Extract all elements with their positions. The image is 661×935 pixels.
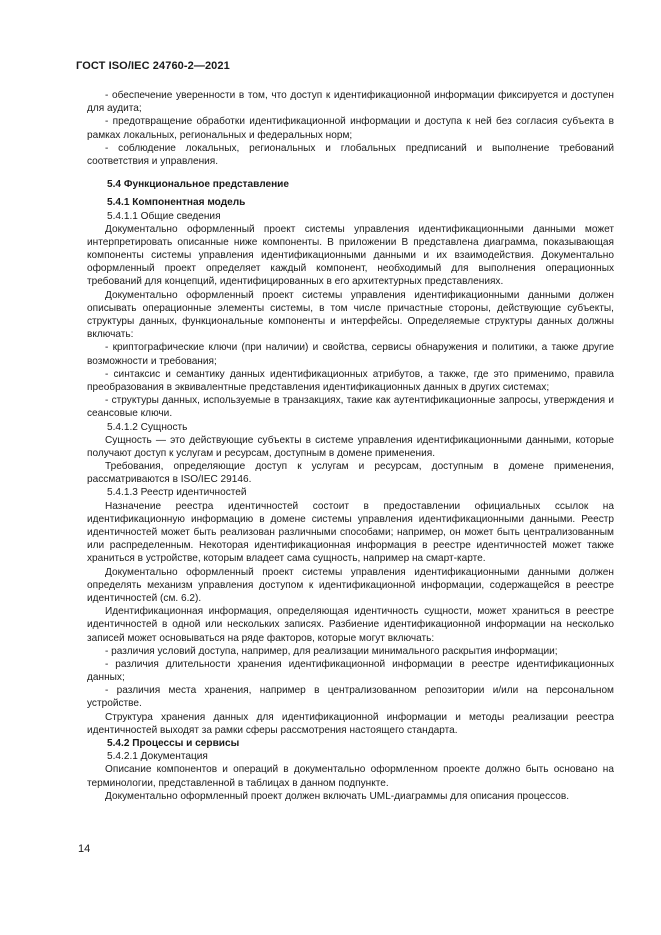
subsection-heading-5-4-1-2: 5.4.1.2 Сущность: [107, 421, 188, 433]
document-header: ГОСТ ISO/IEC 24760-2—2021: [76, 60, 230, 72]
section-heading-5-4-1: 5.4.1 Компонентная модель: [107, 197, 246, 209]
subsection-heading-5-4-1-3: 5.4.1.3 Реестр идентичностей: [107, 487, 247, 499]
bullet-item: - структуры данных, используемые в транзакциях, такие как аутентификационные запросы, утверждения и сеансовые ключи.: [87, 395, 614, 420]
paragraph: Документально оформленный проект системы управления идентификационными данными должен описывать операционные элементы системы, в том числе причастные стороны, действующие субъекты, структуры данных, функциональные компоненты и интерфейсы. Определяемые структуры данных должны включать:: [87, 289, 614, 341]
bullet-item: - обеспечение уверенности в том, что доступ к идентификационной информации фиксируется и доступен для аудита;: [87, 90, 614, 115]
section-heading-5-4: 5.4 Функциональное представление: [107, 179, 289, 191]
bullet-item: - криптографические ключи (при наличии) и свойства, сервисы обнаружения и политики, а также другие возможности и требования;: [87, 342, 614, 367]
paragraph: Назначение реестра идентичностей состоит в предоставлении официальных ссылок на идентификационную информацию в домене системы управления идентификационными данными. Реестр идентичностей может быть реализован различными способами; например, он может быть централизованным или распределенным. Некоторая идентификационная информация в реестре идентичностей может также храниться в устройстве, которым владеет сама сущность, например на смарт-карте.: [87, 500, 614, 565]
paragraph: Описание компонентов и операций в документально оформленном проекте должно быть основано на терминологии, представленной в таблицах в данном подпункте.: [87, 764, 614, 789]
bullet-item: - предотвращение обработки идентификационной информации и доступа к ней без согласия субъекта в рамках локальных, региональных и федеральных норм;: [87, 116, 614, 141]
subsection-heading-5-4-1-1: 5.4.1.1 Общие сведения: [107, 210, 221, 222]
bullet-item: - различия условий доступа, например, для реализации минимального раскрытия информации;: [105, 645, 558, 657]
section-heading-5-4-2: 5.4.2 Процессы и сервисы: [107, 738, 240, 749]
subsection-heading-5-4-2-1: 5.4.2.1 Документация: [107, 751, 208, 763]
paragraph: Идентификационная информация, определяющая идентичность сущности, может храниться в реестре идентичностей в одной или нескольких записях. Разбиение идентификационной информации на несколько записей может основываться на ряде факторов, которые могут включать:: [87, 606, 614, 644]
page-body: [87, 89, 614, 803]
paragraph: Сущность — это действующие субъекты в системе управления идентификационными данными, которые получают доступ к услугам и ресурсам, доступным в домене применения.: [87, 434, 614, 459]
bullet-item: - различия длительности хранения идентификационной информации в реестре идентификационных данных;: [87, 658, 614, 684]
paragraph: Документально оформленный проект системы управления идентификационными данными может интерпретировать описанные ниже компоненты. В приложении В представлена диаграмма, показывающая компоненты системы управления идентификационными данными и их взаимодействия. Документально оформленный проект определяет каждый компонент, необходимый для выполнения операционных требований для концепций, идентифицированных в его архитектурных представлениях.: [87, 223, 614, 288]
bullet-item: - соблюдение локальных, региональных и глобальных предписаний и выполнение требований соответствия и управления.: [87, 142, 614, 167]
paragraph: Требования, определяющие доступ к услугам и ресурсам, доступным в домене применения, рассматриваются в ISO/IEC 29146.: [87, 461, 614, 486]
bullet-item: - различия места хранения, например в централизованном репозитории и/или на персональном устройстве.: [87, 685, 614, 710]
paragraph: Документально оформленный проект должен включать UML-диаграммы для описания процессов.: [105, 790, 570, 802]
page-number: 14: [78, 843, 91, 855]
paragraph: Структура хранения данных для идентификационной информации и методы реализации реестра идентичностей выходят за рамки сферы рассмотрения настоящего стандарта.: [87, 711, 614, 736]
paragraph: Документально оформленный проект системы управления идентификационными данными должен определять механизм управления доступом к идентификационной информации, содержащейся в реестре идентичностей (см. 6.2).: [87, 566, 614, 604]
bullet-item: - синтаксис и семантику данных идентификационных атрибутов, а также, где это применимо, правила преобразования в эквивалентные представления идентификационных данных в других системах;: [87, 368, 614, 393]
